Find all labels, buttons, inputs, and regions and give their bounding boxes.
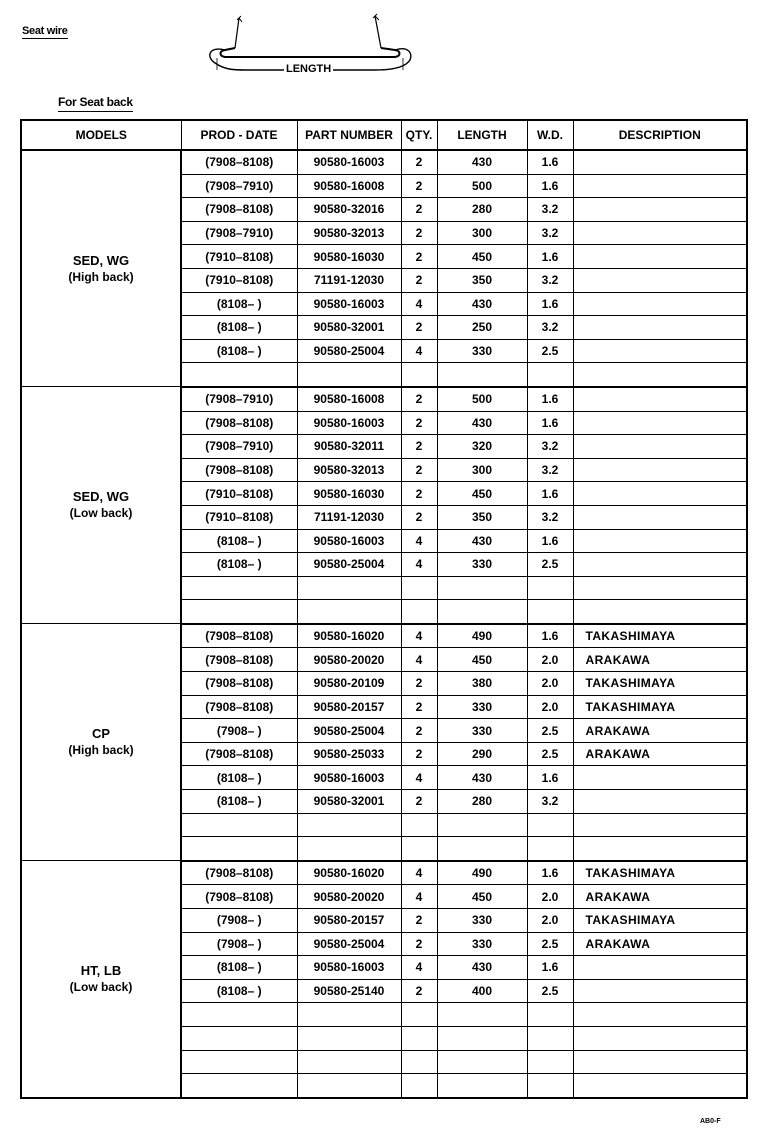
description-cell: ARAKAWA bbox=[573, 885, 747, 909]
model-name: HT, LB bbox=[80, 963, 122, 979]
prod-date-cell bbox=[181, 576, 297, 600]
part-number-cell: 90580-20157 bbox=[297, 695, 401, 719]
model-name: CP bbox=[91, 726, 111, 742]
part-number-cell: 90580-25004 bbox=[297, 553, 401, 577]
wd-cell: 3.2 bbox=[527, 458, 573, 482]
qty-cell: 2 bbox=[401, 458, 437, 482]
length-cell bbox=[437, 1003, 527, 1027]
column-header-part-number: PART NUMBER bbox=[297, 120, 401, 150]
qty-cell: 2 bbox=[401, 268, 437, 292]
part-number-cell: 90580-16003 bbox=[297, 411, 401, 435]
part-number-cell: 90580-16003 bbox=[297, 292, 401, 316]
qty-cell: 2 bbox=[401, 221, 437, 245]
qty-cell: 2 bbox=[401, 979, 437, 1003]
qty-cell bbox=[401, 1074, 437, 1098]
wd-cell: 2.5 bbox=[527, 742, 573, 766]
qty-cell: 2 bbox=[401, 505, 437, 529]
wd-cell: 3.2 bbox=[527, 505, 573, 529]
part-number-cell: 90580-32011 bbox=[297, 435, 401, 459]
description-cell: ARAKAWA bbox=[573, 648, 747, 672]
qty-cell bbox=[401, 1050, 437, 1074]
length-cell: 430 bbox=[437, 529, 527, 553]
part-number-cell bbox=[297, 363, 401, 387]
length-cell: 330 bbox=[437, 553, 527, 577]
prod-date-cell: (7910–8108) bbox=[181, 245, 297, 269]
prod-date-cell bbox=[181, 600, 297, 624]
wd-cell: 1.6 bbox=[527, 956, 573, 980]
length-dimension-label: LENGTH bbox=[286, 63, 332, 75]
description-cell bbox=[573, 339, 747, 363]
wd-cell: 2.5 bbox=[527, 979, 573, 1003]
prod-date-cell: (7910–8108) bbox=[181, 482, 297, 506]
length-cell: 400 bbox=[437, 979, 527, 1003]
prod-date-cell: (7908– ) bbox=[181, 719, 297, 743]
part-number-cell: 90580-16008 bbox=[297, 174, 401, 198]
qty-cell bbox=[401, 1026, 437, 1050]
part-number-cell bbox=[297, 600, 401, 624]
part-number-cell: 90580-16020 bbox=[297, 861, 401, 885]
description-cell: TAKASHIMAYA bbox=[573, 695, 747, 719]
part-number-cell: 90580-25140 bbox=[297, 979, 401, 1003]
qty-cell: 4 bbox=[401, 624, 437, 648]
prod-date-cell bbox=[181, 837, 297, 861]
description-cell bbox=[573, 174, 747, 198]
length-cell: 350 bbox=[437, 268, 527, 292]
description-cell bbox=[573, 837, 747, 861]
wd-cell: 1.6 bbox=[527, 387, 573, 411]
prod-date-cell: (7908– ) bbox=[181, 932, 297, 956]
length-cell: 490 bbox=[437, 624, 527, 648]
part-number-cell bbox=[297, 1026, 401, 1050]
wd-cell: 1.6 bbox=[527, 411, 573, 435]
wd-cell: 2.0 bbox=[527, 885, 573, 909]
qty-cell: 4 bbox=[401, 292, 437, 316]
wd-cell: 2.0 bbox=[527, 695, 573, 719]
qty-cell: 2 bbox=[401, 245, 437, 269]
prod-date-cell: (7908–7910) bbox=[181, 387, 297, 411]
wd-cell: 3.2 bbox=[527, 221, 573, 245]
prod-date-cell: (7908–8108) bbox=[181, 648, 297, 672]
wd-cell: 1.6 bbox=[527, 245, 573, 269]
table-row bbox=[21, 387, 747, 411]
qty-cell: 2 bbox=[401, 387, 437, 411]
length-cell: 430 bbox=[437, 292, 527, 316]
qty-cell: 2 bbox=[401, 150, 437, 174]
column-header-models: MODELS bbox=[21, 120, 181, 150]
part-number-cell: 90580-32013 bbox=[297, 221, 401, 245]
length-cell: 350 bbox=[437, 505, 527, 529]
part-number-cell: 90580-25004 bbox=[297, 339, 401, 363]
model-variant: (High back) bbox=[68, 743, 134, 758]
prod-date-cell: (7910–8108) bbox=[181, 505, 297, 529]
wd-cell: 1.6 bbox=[527, 150, 573, 174]
length-cell: 450 bbox=[437, 245, 527, 269]
model-variant: (Low back) bbox=[69, 506, 133, 521]
prod-date-cell: (8108– ) bbox=[181, 553, 297, 577]
description-cell: TAKASHIMAYA bbox=[573, 672, 747, 696]
description-cell bbox=[573, 435, 747, 459]
description-cell bbox=[573, 316, 747, 340]
length-cell bbox=[437, 576, 527, 600]
prod-date-cell: (8108– ) bbox=[181, 979, 297, 1003]
wd-cell: 2.5 bbox=[527, 553, 573, 577]
description-cell bbox=[573, 411, 747, 435]
prod-date-cell: (8108– ) bbox=[181, 339, 297, 363]
wd-cell: 2.0 bbox=[527, 909, 573, 933]
part-number-cell: 90580-25004 bbox=[297, 719, 401, 743]
column-header-wd: W.D. bbox=[527, 120, 573, 150]
description-cell bbox=[573, 790, 747, 814]
part-number-cell: 90580-32001 bbox=[297, 316, 401, 340]
table-row bbox=[21, 861, 747, 885]
length-cell bbox=[437, 1050, 527, 1074]
model-cell bbox=[21, 150, 181, 387]
length-cell: 450 bbox=[437, 648, 527, 672]
wd-cell: 1.6 bbox=[527, 861, 573, 885]
qty-cell: 2 bbox=[401, 198, 437, 222]
description-cell bbox=[573, 292, 747, 316]
prod-date-cell: (8108– ) bbox=[181, 316, 297, 340]
length-cell bbox=[437, 600, 527, 624]
wd-cell: 2.5 bbox=[527, 932, 573, 956]
part-number-cell: 90580-16030 bbox=[297, 245, 401, 269]
wd-cell: 3.2 bbox=[527, 435, 573, 459]
part-number-cell: 90580-16003 bbox=[297, 150, 401, 174]
prod-date-cell: (7910–8108) bbox=[181, 268, 297, 292]
qty-cell: 4 bbox=[401, 339, 437, 363]
model-variant: (Low back) bbox=[69, 980, 133, 995]
part-number-cell bbox=[297, 576, 401, 600]
length-cell: 300 bbox=[437, 221, 527, 245]
length-cell: 330 bbox=[437, 719, 527, 743]
qty-cell: 4 bbox=[401, 861, 437, 885]
length-cell: 280 bbox=[437, 790, 527, 814]
wd-cell: 3.2 bbox=[527, 268, 573, 292]
description-cell: ARAKAWA bbox=[573, 932, 747, 956]
description-cell bbox=[573, 505, 747, 529]
part-number-cell bbox=[297, 837, 401, 861]
model-cell bbox=[21, 624, 181, 861]
qty-cell: 2 bbox=[401, 695, 437, 719]
qty-cell: 4 bbox=[401, 529, 437, 553]
part-number-cell: 90580-20109 bbox=[297, 672, 401, 696]
part-number-cell bbox=[297, 1074, 401, 1098]
wd-cell bbox=[527, 1074, 573, 1098]
prod-date-cell: (8108– ) bbox=[181, 292, 297, 316]
qty-cell: 4 bbox=[401, 766, 437, 790]
footer-code: AB0-F bbox=[700, 1118, 721, 1125]
qty-cell: 2 bbox=[401, 742, 437, 766]
length-cell: 330 bbox=[437, 339, 527, 363]
part-number-cell: 90580-32001 bbox=[297, 790, 401, 814]
length-cell: 500 bbox=[437, 174, 527, 198]
part-number-cell: 90580-25033 bbox=[297, 742, 401, 766]
length-cell: 430 bbox=[437, 411, 527, 435]
part-number-cell: 90580-20157 bbox=[297, 909, 401, 933]
wd-cell: 2.0 bbox=[527, 648, 573, 672]
length-cell: 330 bbox=[437, 695, 527, 719]
prod-date-cell: (7908–8108) bbox=[181, 458, 297, 482]
prod-date-cell bbox=[181, 1026, 297, 1050]
model-name: SED, WG bbox=[72, 252, 130, 268]
table-header-row bbox=[21, 120, 747, 150]
table-row bbox=[21, 150, 747, 174]
prod-date-cell: (7908–8108) bbox=[181, 198, 297, 222]
prod-date-cell: (7908–7910) bbox=[181, 174, 297, 198]
description-cell bbox=[573, 268, 747, 292]
prod-date-cell: (8108– ) bbox=[181, 956, 297, 980]
part-number-cell bbox=[297, 813, 401, 837]
part-number-cell: 90580-32013 bbox=[297, 458, 401, 482]
qty-cell: 2 bbox=[401, 672, 437, 696]
model-cell bbox=[21, 861, 181, 1098]
description-cell bbox=[573, 1003, 747, 1027]
wd-cell: 1.6 bbox=[527, 174, 573, 198]
prod-date-cell: (7908–8108) bbox=[181, 150, 297, 174]
length-cell: 250 bbox=[437, 316, 527, 340]
length-cell bbox=[437, 837, 527, 861]
prod-date-cell: (7908– ) bbox=[181, 909, 297, 933]
qty-cell: 2 bbox=[401, 435, 437, 459]
description-cell bbox=[573, 1074, 747, 1098]
description-cell bbox=[573, 956, 747, 980]
description-cell bbox=[573, 813, 747, 837]
prod-date-cell bbox=[181, 363, 297, 387]
description-cell bbox=[573, 529, 747, 553]
length-cell: 280 bbox=[437, 198, 527, 222]
description-cell bbox=[573, 150, 747, 174]
section-label: For Seat back bbox=[58, 95, 133, 112]
length-cell: 500 bbox=[437, 387, 527, 411]
wd-cell bbox=[527, 1026, 573, 1050]
prod-date-cell: (8108– ) bbox=[181, 766, 297, 790]
wd-cell bbox=[527, 363, 573, 387]
prod-date-cell: (7908–7910) bbox=[181, 221, 297, 245]
column-header-qty: QTY. bbox=[401, 120, 437, 150]
model-variant: (High back) bbox=[68, 269, 134, 284]
part-number-cell: 71191-12030 bbox=[297, 505, 401, 529]
table-body bbox=[21, 150, 747, 1098]
description-cell: TAKASHIMAYA bbox=[573, 861, 747, 885]
description-cell bbox=[573, 600, 747, 624]
wd-cell bbox=[527, 837, 573, 861]
description-cell: ARAKAWA bbox=[573, 719, 747, 743]
qty-cell: 4 bbox=[401, 553, 437, 577]
prod-date-cell: (7908–7910) bbox=[181, 435, 297, 459]
wd-cell bbox=[527, 1003, 573, 1027]
prod-date-cell: (7908–8108) bbox=[181, 861, 297, 885]
prod-date-cell: (7908–8108) bbox=[181, 672, 297, 696]
column-header-prod-date: PROD - DATE bbox=[181, 120, 297, 150]
prod-date-cell: (8108– ) bbox=[181, 529, 297, 553]
wd-cell: 2.5 bbox=[527, 719, 573, 743]
length-cell: 380 bbox=[437, 672, 527, 696]
part-number-cell bbox=[297, 1050, 401, 1074]
qty-cell: 2 bbox=[401, 482, 437, 506]
description-cell bbox=[573, 363, 747, 387]
length-cell: 430 bbox=[437, 766, 527, 790]
qty-cell: 4 bbox=[401, 885, 437, 909]
description-cell: TAKASHIMAYA bbox=[573, 624, 747, 648]
description-cell bbox=[573, 458, 747, 482]
length-cell: 490 bbox=[437, 861, 527, 885]
wd-cell: 3.2 bbox=[527, 316, 573, 340]
wd-cell: 2.5 bbox=[527, 339, 573, 363]
description-cell bbox=[573, 221, 747, 245]
part-number-cell: 90580-25004 bbox=[297, 932, 401, 956]
wd-cell: 3.2 bbox=[527, 790, 573, 814]
prod-date-cell: (7908–8108) bbox=[181, 885, 297, 909]
prod-date-cell bbox=[181, 1074, 297, 1098]
length-cell bbox=[437, 363, 527, 387]
description-cell bbox=[573, 553, 747, 577]
length-cell: 330 bbox=[437, 909, 527, 933]
part-number-cell: 90580-16008 bbox=[297, 387, 401, 411]
qty-cell: 2 bbox=[401, 316, 437, 340]
model-cell bbox=[21, 387, 181, 624]
description-cell: TAKASHIMAYA bbox=[573, 909, 747, 933]
wd-cell: 2.0 bbox=[527, 672, 573, 696]
length-cell: 450 bbox=[437, 885, 527, 909]
description-cell bbox=[573, 198, 747, 222]
length-cell bbox=[437, 813, 527, 837]
prod-date-cell bbox=[181, 1003, 297, 1027]
wd-cell: 3.2 bbox=[527, 198, 573, 222]
qty-cell: 4 bbox=[401, 956, 437, 980]
part-number-cell: 90580-16003 bbox=[297, 529, 401, 553]
part-number-cell: 90580-16003 bbox=[297, 766, 401, 790]
qty-cell: 2 bbox=[401, 411, 437, 435]
length-cell: 300 bbox=[437, 458, 527, 482]
description-cell: ARAKAWA bbox=[573, 742, 747, 766]
table-row bbox=[21, 624, 747, 648]
length-cell bbox=[437, 1026, 527, 1050]
prod-date-cell: (7908–8108) bbox=[181, 742, 297, 766]
length-cell: 330 bbox=[437, 932, 527, 956]
part-number-cell: 90580-16020 bbox=[297, 624, 401, 648]
part-number-cell: 90580-16030 bbox=[297, 482, 401, 506]
wd-cell: 1.6 bbox=[527, 482, 573, 506]
qty-cell bbox=[401, 576, 437, 600]
wd-cell: 1.6 bbox=[527, 624, 573, 648]
wd-cell bbox=[527, 813, 573, 837]
length-cell: 450 bbox=[437, 482, 527, 506]
part-number-cell: 90580-20020 bbox=[297, 885, 401, 909]
prod-date-cell bbox=[181, 1050, 297, 1074]
part-number-cell bbox=[297, 1003, 401, 1027]
column-header-description: DESCRIPTION bbox=[573, 120, 747, 150]
qty-cell: 2 bbox=[401, 174, 437, 198]
description-cell bbox=[573, 1050, 747, 1074]
wd-cell bbox=[527, 600, 573, 624]
description-cell bbox=[573, 245, 747, 269]
description-cell bbox=[573, 979, 747, 1003]
qty-cell: 2 bbox=[401, 932, 437, 956]
description-cell bbox=[573, 1026, 747, 1050]
prod-date-cell: (7908–8108) bbox=[181, 624, 297, 648]
part-number-cell: 90580-16003 bbox=[297, 956, 401, 980]
qty-cell bbox=[401, 1003, 437, 1027]
model-name: SED, WG bbox=[72, 489, 130, 505]
column-header-length: LENGTH bbox=[437, 120, 527, 150]
wd-cell bbox=[527, 1050, 573, 1074]
wd-cell: 1.6 bbox=[527, 766, 573, 790]
length-cell: 430 bbox=[437, 150, 527, 174]
qty-cell bbox=[401, 813, 437, 837]
qty-cell bbox=[401, 363, 437, 387]
description-cell bbox=[573, 387, 747, 411]
qty-cell: 2 bbox=[401, 790, 437, 814]
qty-cell: 2 bbox=[401, 909, 437, 933]
qty-cell bbox=[401, 600, 437, 624]
wd-cell: 1.6 bbox=[527, 529, 573, 553]
seat-wire-label: Seat wire bbox=[22, 25, 68, 37]
prod-date-cell: (7908–8108) bbox=[181, 411, 297, 435]
qty-cell: 4 bbox=[401, 648, 437, 672]
length-cell: 320 bbox=[437, 435, 527, 459]
description-cell bbox=[573, 766, 747, 790]
length-cell bbox=[437, 1074, 527, 1098]
prod-date-cell: (8108– ) bbox=[181, 790, 297, 814]
wd-cell: 1.6 bbox=[527, 292, 573, 316]
part-number-cell: 90580-32016 bbox=[297, 198, 401, 222]
prod-date-cell: (7908–8108) bbox=[181, 695, 297, 719]
qty-cell bbox=[401, 837, 437, 861]
description-cell bbox=[573, 482, 747, 506]
length-cell: 430 bbox=[437, 956, 527, 980]
part-number-cell: 71191-12030 bbox=[297, 268, 401, 292]
qty-cell: 2 bbox=[401, 719, 437, 743]
prod-date-cell bbox=[181, 813, 297, 837]
wd-cell bbox=[527, 576, 573, 600]
seat-wire-parts-table bbox=[20, 119, 748, 1099]
description-cell bbox=[573, 576, 747, 600]
part-number-cell: 90580-20020 bbox=[297, 648, 401, 672]
length-cell: 290 bbox=[437, 742, 527, 766]
